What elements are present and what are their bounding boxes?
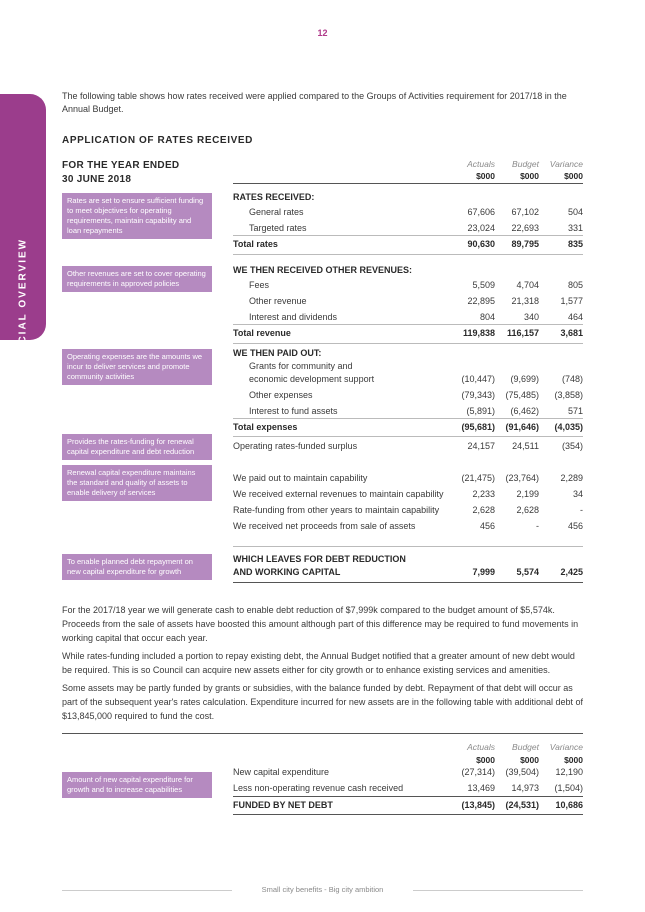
divider xyxy=(233,343,583,344)
divider xyxy=(233,254,583,255)
section-heading: APPLICATION OF RATES RECEIVED xyxy=(62,135,253,146)
table-row: Interest to fund assets (5,891) (6,462) 571 xyxy=(249,406,583,416)
table-row: Fees 5,509 4,704 805 xyxy=(249,280,583,290)
funded-by-net-debt-row: FUNDED BY NET DEBT (13,845) (24,531) 10,686 xyxy=(233,800,583,810)
divider xyxy=(233,183,583,184)
rates-received-title: RATES RECEIVED: xyxy=(233,192,315,202)
note-new-capex: Amount of new capital expenditure for growth and to increase capabilities xyxy=(62,772,212,798)
divider xyxy=(233,546,583,547)
paragraph-1: For the 2017/18 year we will generate cash to enable debt reduction of $7,999k compared to the budget amount of $5,574k. Proceeds from the sale of assets have boosted this amount although part of this difference may be required to fund movements in working capital that occur each year. xyxy=(62,605,579,643)
divider xyxy=(62,733,583,734)
table-row: General rates 67,606 67,102 504 xyxy=(249,207,583,217)
intro-text: The following table shows how rates received were applied compared to the Groups of Activities requirement for 2017/18 in the Annual Budget. xyxy=(62,91,567,114)
page-number: 12 xyxy=(317,28,328,38)
divider xyxy=(233,436,583,437)
table-row: Other expenses (79,343) (75,485) (3,858) xyxy=(249,390,583,400)
divider xyxy=(233,418,583,419)
table-row: We received net proceeds from sale of assets 456 - 456 xyxy=(233,521,583,531)
table-row: Interest and dividends 804 340 464 xyxy=(249,312,583,322)
total-expenses-row: Total expenses (95,681) (91,646) (4,035) xyxy=(233,422,583,432)
table-row: We received external revenues to maintain capability 2,233 2,199 34 xyxy=(233,489,583,499)
note-rates: Rates are set to ensure sufficient funding to meet objectives for operating requirements, maintain capability and loan repayments xyxy=(62,193,212,239)
col-variance: Variance $000 xyxy=(549,159,583,181)
divider xyxy=(233,582,583,583)
side-tab-label: FINANCIAL OVERVIEW xyxy=(17,237,29,385)
table-row: economic development support (10,447) (9,699) (748) xyxy=(249,374,583,384)
table-row: Targeted rates 23,024 22,693 331 xyxy=(249,223,583,233)
col-budget-2: Budget $000 xyxy=(512,742,539,765)
total-revenue-row: Total revenue 119,838 116,157 3,681 xyxy=(233,328,583,338)
note-renewal-capex: Renewal capital expenditure maintains the standard and quality of assets to enable delivery of services xyxy=(62,465,212,501)
table-row: We paid out to maintain capability (21,475) (23,764) 2,289 xyxy=(233,473,583,483)
leaves-title-line1: WHICH LEAVES FOR DEBT REDUCTION xyxy=(233,554,406,564)
table-row: Rate-funding from other years to maintain capability 2,628 2,628 - xyxy=(233,505,583,515)
paragraph-2: While rates-funding included a portion to repay existing debt, the Annual Budget notified that a greater amount of new debt would be required. This is so Council can acquire new assets either for city growth or to enhance existing services and amenities. xyxy=(62,651,575,675)
divider xyxy=(233,324,583,325)
total-rates-row: Total rates 90,630 89,795 835 xyxy=(233,239,583,249)
leaves-row: AND WORKING CAPITAL 7,999 5,574 2,425 xyxy=(233,567,583,577)
year-ended-label: FOR THE YEAR ENDED 30 JUNE 2018 xyxy=(62,160,180,185)
expenses-title: WE THEN PAID OUT: xyxy=(233,348,322,358)
col-actuals: Actuals $000 xyxy=(467,159,495,181)
note-other-revenues: Other revenues are set to cover operating requirements in approved policies xyxy=(62,266,212,292)
divider xyxy=(233,796,583,797)
footer-tagline: Small city benefits - Big city ambition xyxy=(261,885,384,894)
side-tab xyxy=(0,94,46,385)
table-row: New capital expenditure (27,314) (39,504) 12,190 xyxy=(233,767,583,777)
note-debt-repayment: To enable planned debt repayment on new capital expenditure for growth xyxy=(62,554,212,580)
col-variance-2: Variance $000 xyxy=(549,742,583,765)
paragraph-3: Some assets may be partly funded by grants or subsidies, with the balance funded by debt. Repayment of that debt will occur as part of the subsequent year's rates calculation. Expenditure incurred for new assets are in the following table with additional debt of $13,845,000 required to fund the cost. xyxy=(62,683,584,721)
col-actuals-2: Actuals $000 xyxy=(467,742,495,765)
table-row: Less non-operating revenue cash received 13,469 14,973 (1,504) xyxy=(233,783,583,793)
grants-label-line1: Grants for community and xyxy=(249,361,353,371)
divider xyxy=(233,235,583,236)
col-budget: Budget $000 xyxy=(512,159,539,181)
note-operating-expenses: Operating expenses are the amounts we incur to deliver services and promote community activities xyxy=(62,349,212,385)
other-revenues-title: WE THEN RECEIVED OTHER REVENUES: xyxy=(233,265,413,275)
surplus-row: Operating rates-funded surplus 24,157 24,511 (354) xyxy=(233,441,583,451)
note-renewal-funding: Provides the rates-funding for renewal capital expenditure and debt reduction xyxy=(62,434,212,460)
divider xyxy=(233,814,583,815)
table-row: Other revenue 22,895 21,318 1,577 xyxy=(249,296,583,306)
